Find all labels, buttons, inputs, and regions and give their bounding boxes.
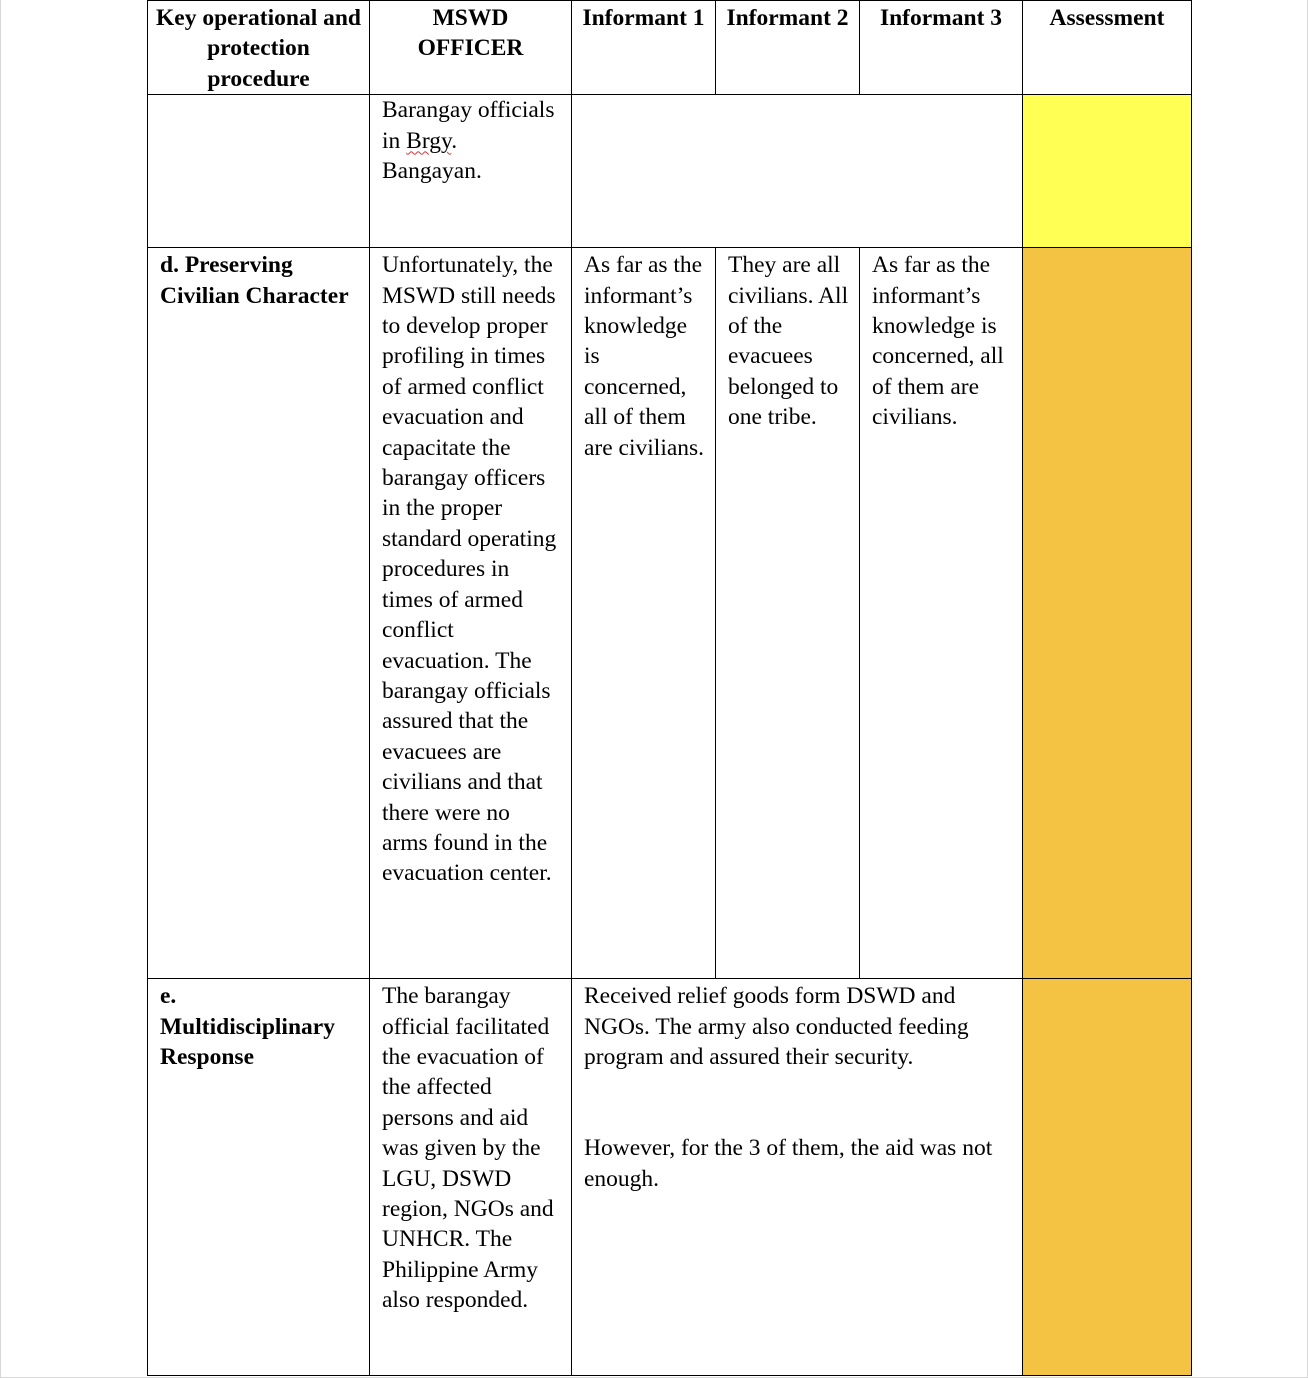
officer-text-post: . Bangayan.: [382, 127, 482, 185]
table-header-row: [148, 1, 1192, 95]
officer-text-pre: Barangay officials in: [382, 97, 555, 154]
header-informant-3: Informant 3: [860, 1, 1023, 95]
header-assessment: Assessment: [1023, 1, 1192, 95]
cell-informant-2-preserving: They are all civilians. All of the evacuees belonged to one tribe.: [716, 248, 860, 979]
cell-informants-empty: [572, 95, 1023, 248]
cell-procedure-preserving: d. Preserving Civilian Character: [148, 248, 370, 979]
assessment-amber-cell-d: [1023, 248, 1192, 979]
procedure-letter: e.: [160, 983, 177, 1010]
cell-informant-3-preserving: As far as the informant’s knowledge is concerned, all of them are civilians.: [860, 248, 1023, 979]
header-procedure: Key operational and protection procedure: [148, 1, 370, 95]
informants-paragraph-1: Received relief goods form DSWD and NGOs. The army also conducted feeding program and assured their security.: [584, 983, 969, 1071]
procedure-title: Multidisciplinary Response: [160, 1013, 335, 1071]
assessment-amber-cell-e: [1023, 979, 1192, 1376]
header-informant-1: Informant 1: [572, 1, 716, 95]
cell-officer-multidisciplinary: The barangay official facilitated the evacuation of the affected persons and aid was given by the LGU, DSWD region, NGOs and UNHCR. The Philippine Army also responded.: [370, 979, 572, 1376]
cell-informant-1-preserving: As far as the informant’s knowledge is concerned, all of them are civilians.: [572, 248, 716, 979]
paragraph-gap: [584, 1072, 1012, 1133]
cell-procedure-multidisciplinary: [148, 979, 370, 1376]
spellcheck-flagged-word: Brgy: [406, 127, 452, 154]
table-row-barangay: [148, 95, 1192, 248]
table-row-multidisciplinary-response: [148, 979, 1192, 1376]
cell-officer-preserving: Unfortunately, the MSWD still needs to develop proper profiling in times of armed conflict evacuation and capacitate the barangay officers in the proper standard operating procedures in times of armed conflict evacuation. The barangay officials assured that the evacuees are civilians and that there were no arms found in the evacuation center.: [370, 248, 572, 979]
cell-informants-multidisciplinary: [572, 979, 1023, 1376]
table-row-preserving-civilian-character: [148, 248, 1192, 979]
header-mswd-officer: MSWD OFFICER: [370, 1, 572, 95]
cell-procedure-empty: [148, 95, 370, 248]
header-informant-2: Informant 2: [716, 1, 860, 95]
assessment-table: [147, 0, 1192, 1376]
cell-officer-barangay: [370, 95, 572, 248]
page-edge-left: [0, 0, 1, 1378]
informants-paragraph-2: However, for the 3 of them, the aid was not enough.: [584, 1135, 993, 1192]
assessment-yellow-cell: [1023, 95, 1192, 248]
